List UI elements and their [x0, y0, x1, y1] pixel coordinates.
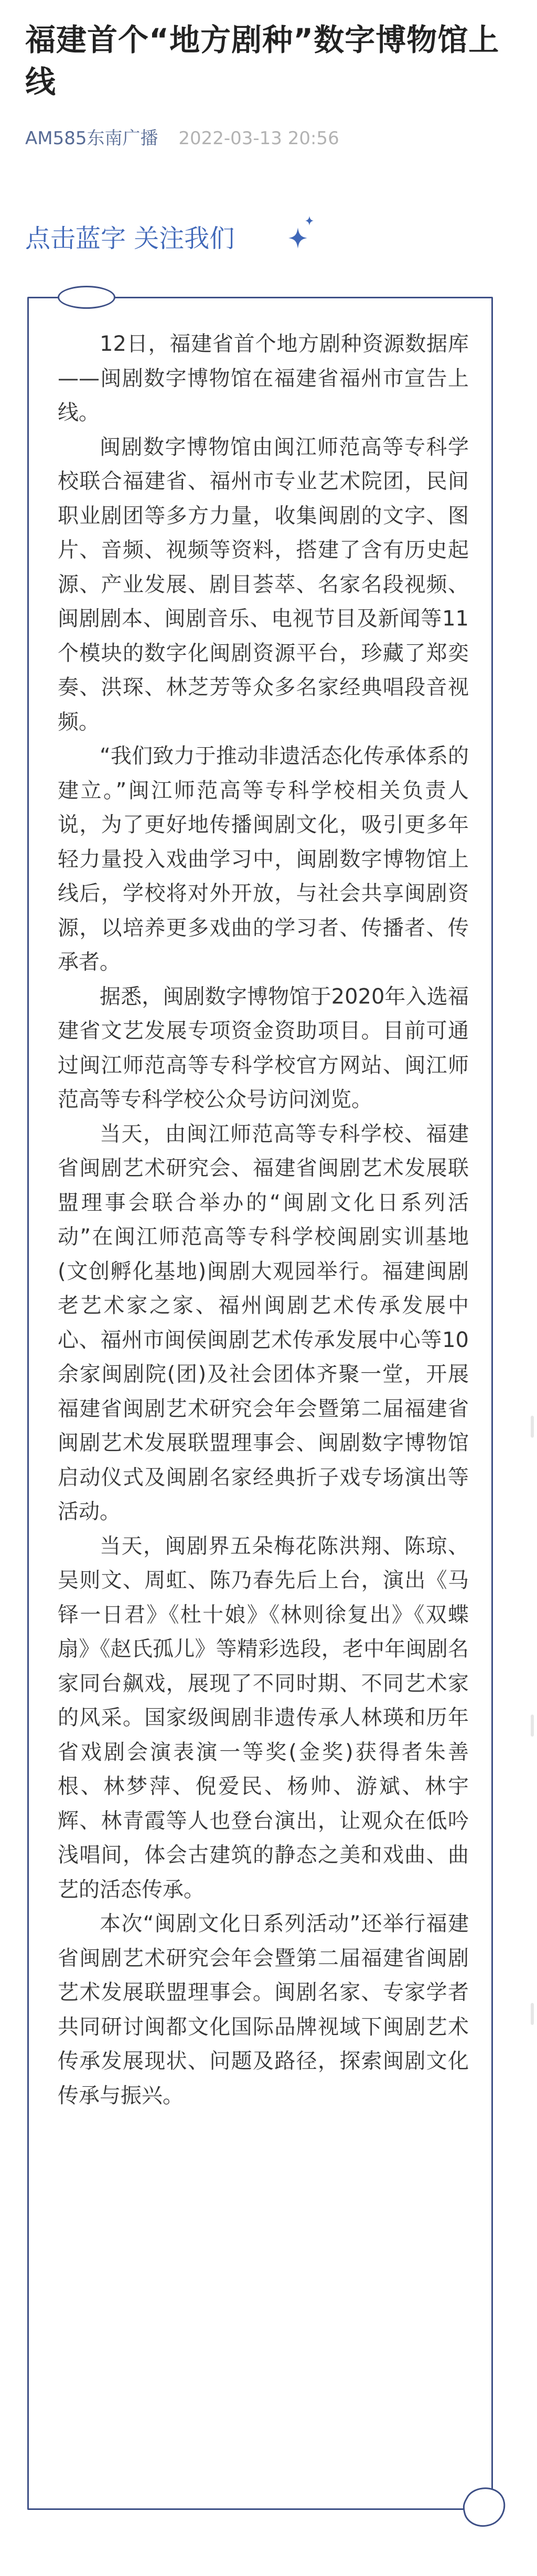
account-name-link[interactable]: AM585东南广播	[25, 128, 158, 149]
article-meta	[25, 127, 339, 150]
article-paragraph: 当天，由闽江师范高等专科学校、福建省闽剧艺术研究会、福建省闽剧艺术发展联盟理事会联合举办的“闽剧文化日系列活动”在闽江师范高等专科学校闽剧实训基地(文创孵化基地)闽剧大观园举行。福建闽剧老艺术家之家、福州闽剧艺术传承发展中心、福州市闽侯闽剧艺术传承发展中心等10余家闽剧院(团)及社会团体齐聚一堂，开展福建省闽剧艺术研究会年会暨第二届福建省闽剧艺术发展联盟理事会、闽剧数字博物馆启动仪式及闽剧名家经典折子戏专场演出等活动。	[58, 1122, 469, 1524]
article-body	[58, 327, 469, 2113]
scrollbar-marker[interactable]	[531, 2003, 534, 2025]
scrollbar-marker[interactable]	[531, 1416, 534, 1438]
follow-prompt-label: 点击蓝字 关注我们	[25, 224, 235, 253]
article-paragraph: 本次“闽剧文化日系列活动”还举行福建省闽剧艺术研究会年会暨第二届福建省闽剧艺术发展联盟理事会。闽剧名家、专家学者共同研讨闽都文化国际品牌视域下闽剧艺术传承发展现状、问题及路径，探索闽剧文化传承与振兴。	[58, 1912, 469, 2108]
article-title: 福建首个“地方剧种”数字博物馆上线	[25, 22, 500, 100]
article-paragraph: “我们致力于推动非遗活态化传承体系的建立。”闽江师范高等专科学校相关负责人说，为了更好地传播闽剧文化，吸引更多年轻力量投入戏曲学习中，闽剧数字博物馆上线后，学校将对外开放，与社会共享闽剧资源，以培养更多戏曲的学习者、传播者、传承者。	[58, 744, 469, 974]
frame-blob-icon	[461, 2483, 509, 2530]
article-paragraph: 当天，闽剧界五朵梅花陈洪翔、陈琼、吴则文、周虹、陈乃春先后上台，演出《马铎一日君》《杜十娘》《林则徐复出》《双蝶扇》《赵氏孤儿》等精彩选段，老中年闽剧名家同台飙戏，展现了不同时期、不同艺术家的风采。国家级闽剧非遗传承人林瑛和历年省戏剧会演表演一等奖(金奖)获得者朱善根、林梦萍、倪爱民、杨帅、游斌、林宇辉、林青霞等人也登台演出，让观众在低吟浅唱间，体会古建筑的静态之美和戏曲、曲艺的活态传承。	[58, 1534, 469, 1902]
article-paragraph: 据悉，闽剧数字博物馆于2020年入选福建省文艺发展专项资金资助项目。目前可通过闽江师范高等专科学校官方网站、闽江师范高等专科学校公众号访问浏览。	[58, 984, 469, 1112]
article-paragraph: 12日，福建省首个地方剧种资源数据库——闽剧数字博物馆在福建省福州市宣告上线。	[58, 332, 469, 425]
publish-date: 2022-03-13 20:56	[178, 128, 339, 149]
follow-prompt[interactable]	[25, 220, 234, 257]
frame-top-ornament	[58, 286, 115, 309]
sparkle-icon	[285, 212, 317, 259]
article-paragraph: 闽剧数字博物馆由闽江师范高等专科学校联合福建省、福州市专业艺术院团，民间职业剧团等多方力量，收集闽剧的文字、图片、音频、视频等资料，搭建了含有历史起源、产业发展、剧目荟萃、名家名段视频、闽剧剧本、闽剧音乐、电视节目及新闻等11个模块的数字化闽剧资源平台，珍藏了郑奕奏、洪琛、林芝芳等众多名家经典唱段音视频。	[58, 435, 469, 734]
scrollbar-marker[interactable]	[531, 1715, 534, 1737]
